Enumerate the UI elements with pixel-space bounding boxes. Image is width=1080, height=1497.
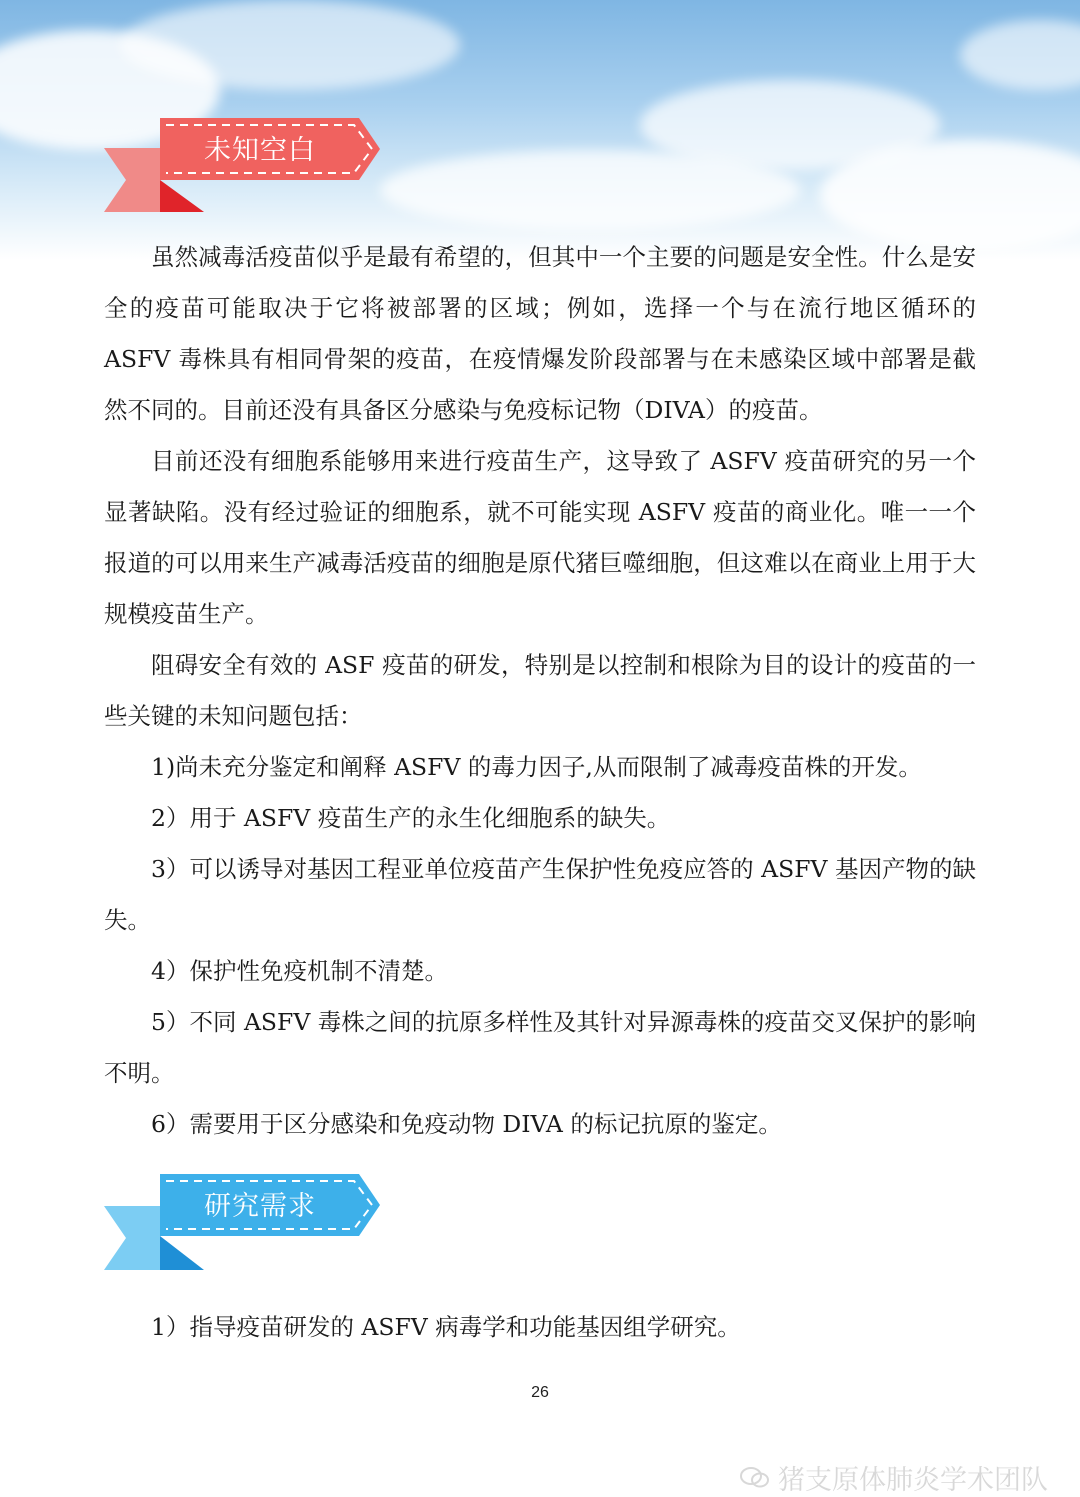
paragraph: 阻碍安全有效的 ASF 疫苗的研发，特别是以控制和根除为目的设计的疫苗的一些关键的未知问题包括： [104, 651, 976, 730]
section1-content [104, 232, 976, 1150]
list-item: 6）需要用于区分感染和免疫动物 DIVA 的标记抗原的鉴定。 [151, 1110, 782, 1138]
section-heading: 研究需求 [204, 1191, 316, 1222]
section-banner-unknown-gaps [104, 118, 384, 214]
list-item: 1)尚未充分鉴定和阐释 ASFV 的毒力因子,从而限制了减毒疫苗株的开发。 [151, 753, 922, 781]
paragraph: 目前还没有细胞系能够用来进行疫苗生产，这导致了 ASFV 疫苗研究的另一个显著缺陷。没有经过验证的细胞系，就不可能实现 ASFV 疫苗的商业化。唯一一个报道的可以用来生产减毒活疫苗的细胞是原代猪巨噬细胞，但这难以在商业上用于大规模疫苗生产。 [104, 447, 976, 628]
section2-content [104, 1302, 976, 1353]
wechat-icon [740, 1466, 770, 1497]
list-item: 2）用于 ASFV 疫苗生产的永生化细胞系的缺失。 [151, 804, 671, 832]
list-item: 4）保护性免疫机制不清楚。 [151, 957, 448, 985]
list-item: 5）不同 ASFV 毒株之间的抗原多样性及其针对异源毒株的疫苗交叉保护的影响不明。 [104, 1008, 976, 1087]
paragraph: 虽然减毒活疫苗似乎是最有希望的，但其中一个主要的问题是安全性。什么是安全的疫苗可能取决于它将被部署的区域；例如，选择一个与在流行地区循环的 ASFV 毒株具有相同骨架的疫苗，在疫情爆发阶段部署与在未感染区域中部署是截然不同的。目前还没有具备区分感染与免疫标记物（DIVA）的疫苗。 [104, 243, 976, 424]
list-item: 1）指导疫苗研发的 ASFV 病毒学和功能基因组学研究。 [151, 1313, 741, 1341]
list-item: 3）可以诱导对基因工程亚单位疫苗产生保护性免疫应答的 ASFV 基因产物的缺失。 [104, 855, 976, 934]
watermark-text: 猪支原体肺炎学术团队 [778, 1465, 1048, 1496]
watermark [740, 1458, 1070, 1496]
section-heading: 未知空白 [204, 135, 316, 166]
section-banner-research-needs [104, 1174, 384, 1270]
page-number: 26 [531, 1384, 549, 1401]
